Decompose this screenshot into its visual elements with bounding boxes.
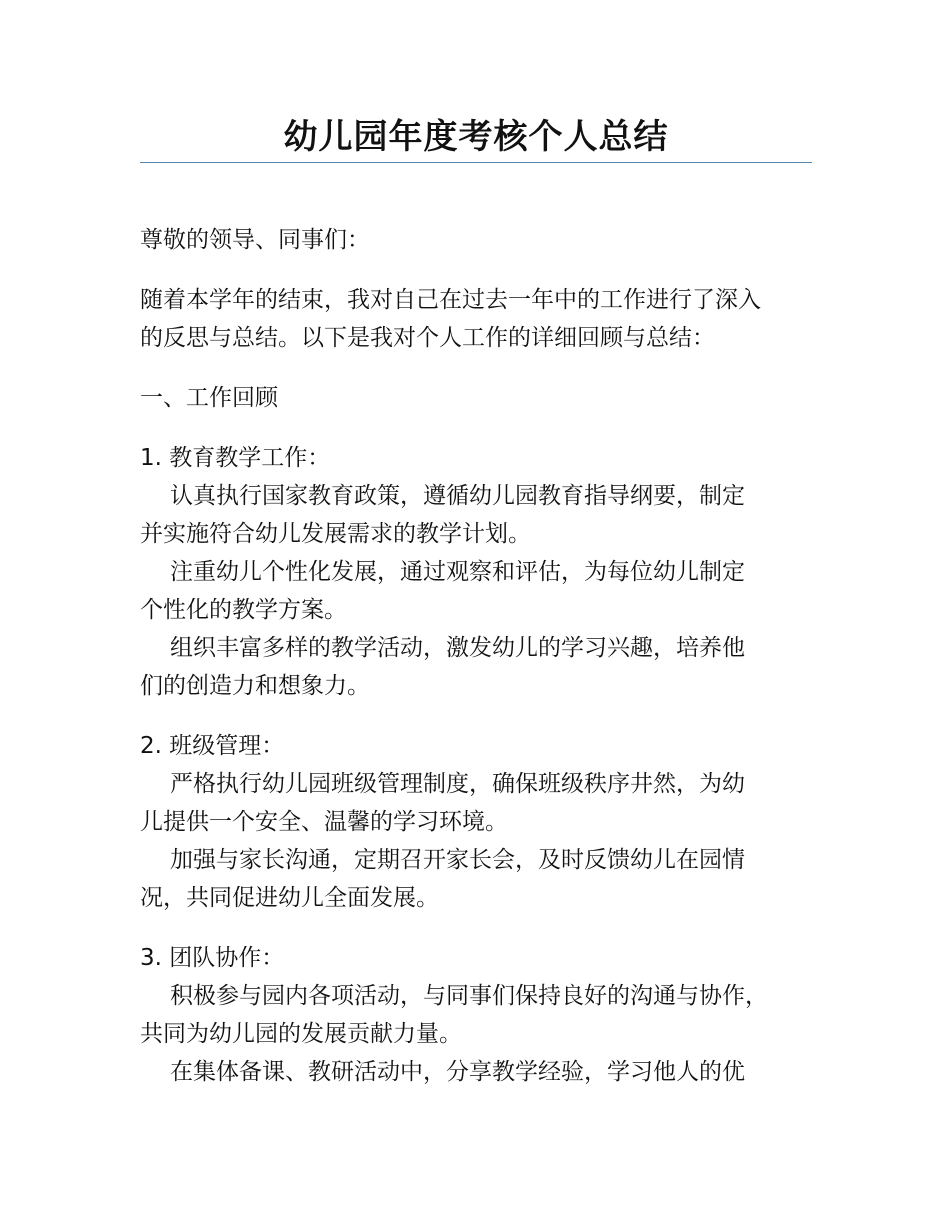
subsection-heading: 2. 班级管理： (140, 733, 285, 759)
paragraph-line: 们的创造力和想象力。 (140, 673, 370, 699)
intro-line: 的反思与总结。以下是我对个人工作的详细回顾与总结： (140, 325, 715, 351)
intro-line: 随着本学年的结束，我对自己在过去一年中的工作进行了深入 (140, 287, 761, 313)
paragraph-line: 加强与家长沟通，定期召开家长会，及时反馈幼儿在园情 (170, 847, 745, 873)
paragraph-line: 个性化的教学方案。 (140, 597, 347, 623)
paragraph-line: 共同为幼儿园的发展贡献力量。 (140, 1021, 462, 1047)
paragraph-line: 注重幼儿个性化发展，通过观察和评估，为每位幼儿制定 (170, 559, 745, 585)
document-title: 幼儿园年度考核个人总结 (283, 117, 669, 157)
document-page (140, 0, 812, 1091)
section-heading: 一、工作回顾 (140, 385, 278, 411)
paragraph-line: 况，共同促进幼儿全面发展。 (140, 885, 439, 911)
paragraph-line: 在集体备课、教研活动中，分享教学经验，学习他人的优 (170, 1059, 745, 1085)
subsection-class-management (140, 727, 812, 917)
paragraph-line: 并实施符合幼儿发展需求的教学计划。 (140, 521, 531, 547)
paragraph-line: 严格执行幼儿园班级管理制度，确保班级秩序井然，为幼 (170, 771, 745, 797)
paragraph-line: 认真执行国家教育政策，遵循幼儿园教育指导纲要，制定 (170, 483, 745, 509)
paragraph-line: 积极参与园内各项活动，与同事们保持良好的沟通与协作， (170, 983, 768, 1009)
subsection-heading: 1. 教育教学工作： (140, 445, 331, 471)
intro-paragraph (140, 281, 812, 357)
subsection-teamwork (140, 939, 812, 1091)
paragraph-line: 儿提供一个安全、温馨的学习环境。 (140, 809, 508, 835)
subsection-heading: 3. 团队协作： (140, 945, 285, 971)
subsection-teaching (140, 439, 812, 705)
title-underline (140, 162, 812, 163)
greeting: 尊敬的领导、同事们： (140, 227, 370, 253)
paragraph-line: 组织丰富多样的教学活动，激发幼儿的学习兴趣，培养他 (170, 635, 745, 661)
